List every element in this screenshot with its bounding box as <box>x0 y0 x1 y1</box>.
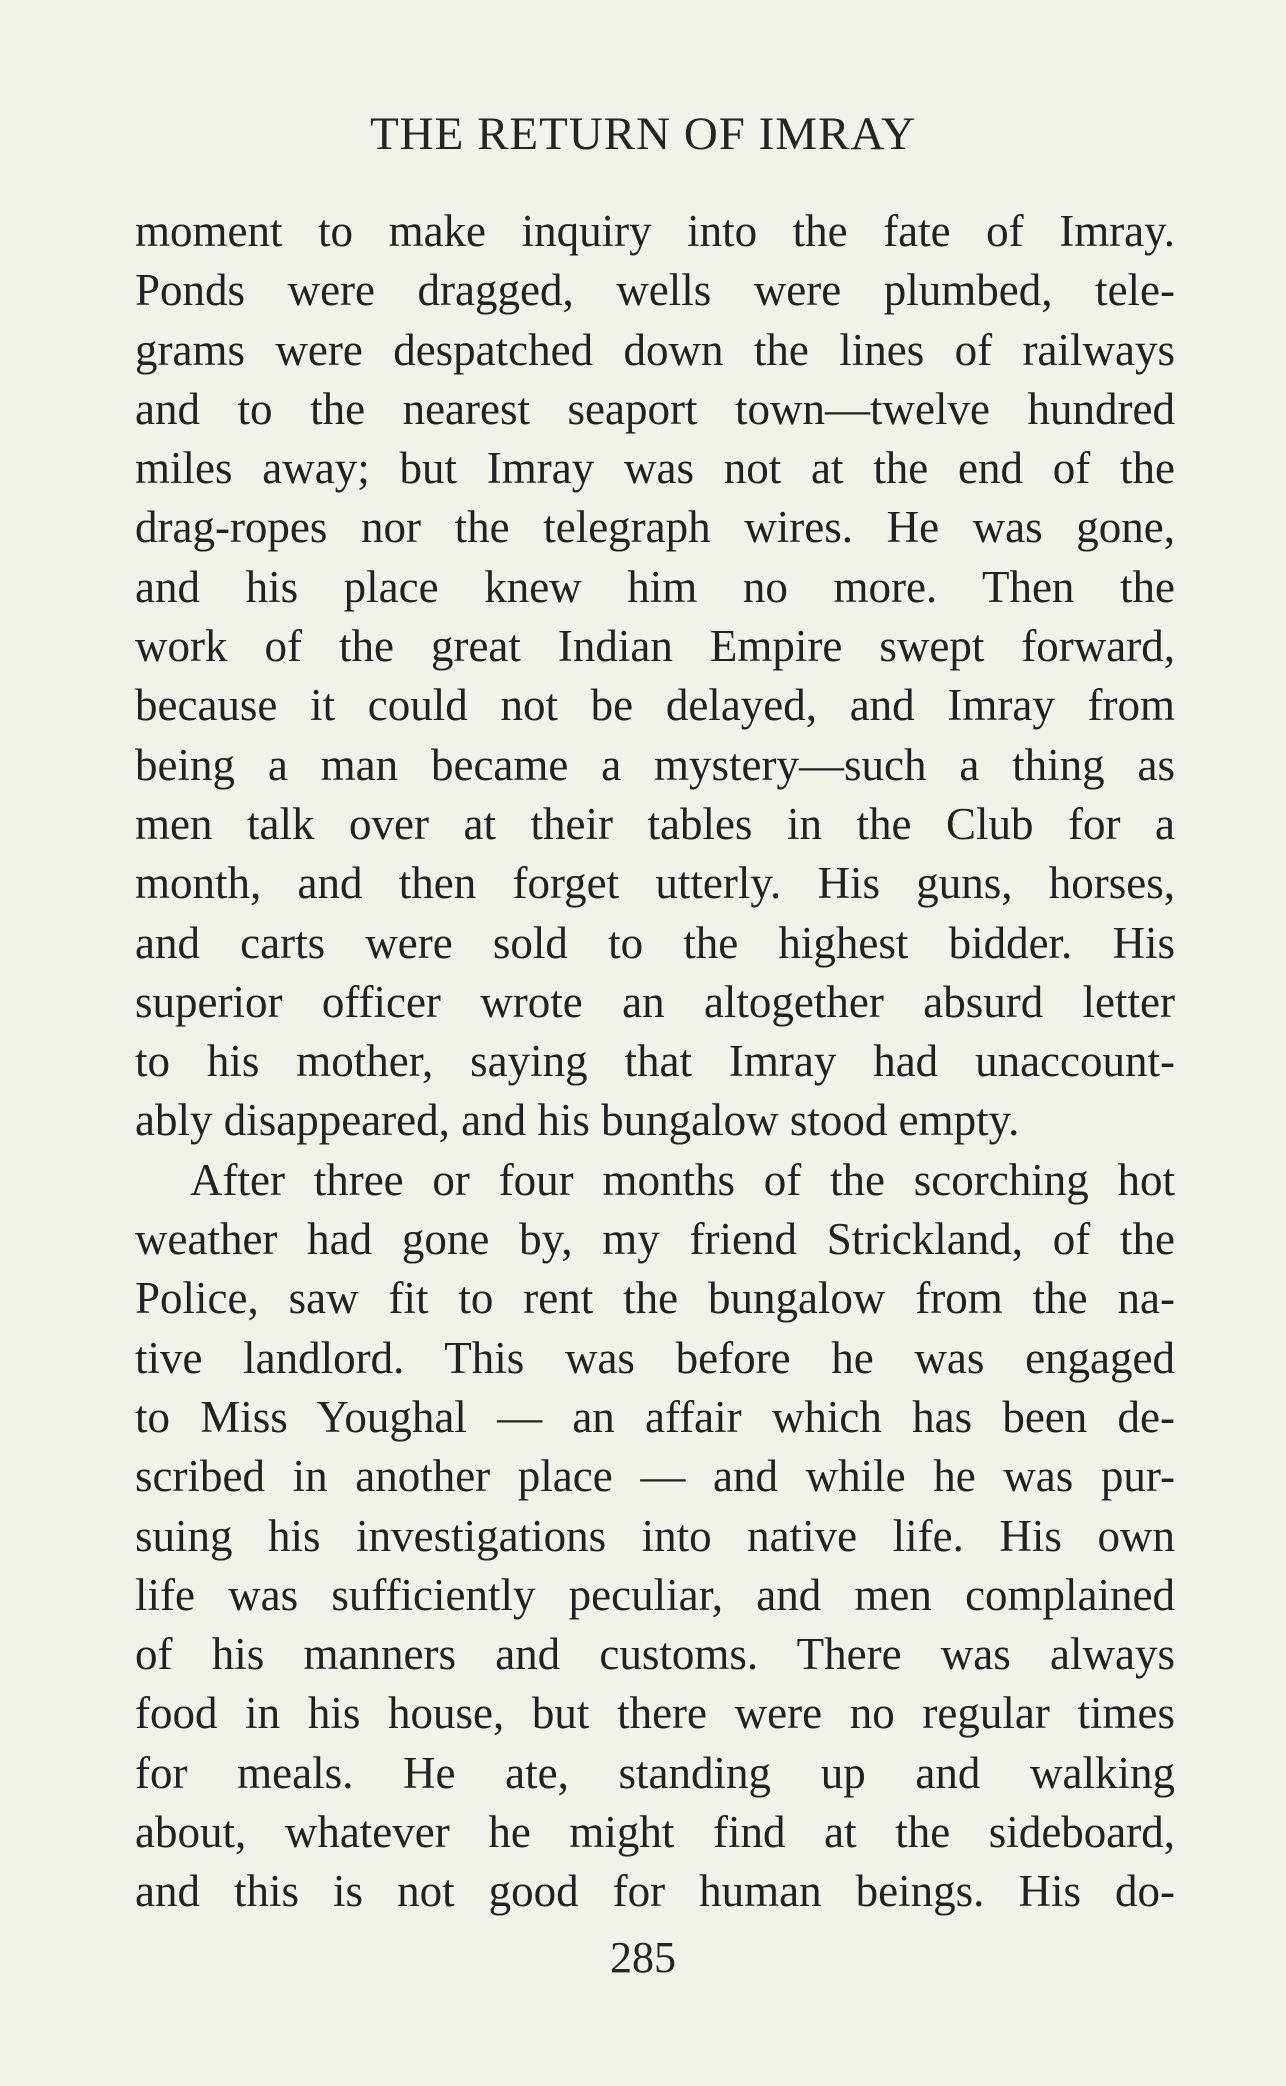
text-line: and to the nearest seaport town—twelve hundred <box>135 383 1175 434</box>
text-line: and this is not good for human beings. His do- <box>135 1866 1175 1917</box>
text-line: life was sufficiently peculiar, and men complained <box>135 1569 1175 1620</box>
text-line: for meals. He ate, standing up and walking <box>135 1747 1175 1798</box>
text-line: miles away; but Imray was not at the end of the <box>135 443 1175 494</box>
text-line: Police, saw fit to rent the bungalow from the na- <box>135 1273 1175 1324</box>
text-line: work of the great Indian Empire swept forward, <box>135 621 1175 672</box>
text-line: month, and then forget utterly. His guns, horses, <box>135 858 1175 909</box>
running-head: THE RETURN OF IMRAY <box>369 108 917 160</box>
text-line: men talk over at their tables in the Club for a <box>135 798 1175 849</box>
text-line: and his place knew him no more. Then the <box>135 561 1175 612</box>
text-line: and carts were sold to the highest bidder. His <box>135 917 1175 968</box>
body-text <box>135 202 1175 1922</box>
text-line: to Miss Youghal — an affair which has been de- <box>135 1391 1175 1442</box>
text-line: to his mother, saying that Imray had unaccount- <box>135 1036 1175 1087</box>
text-line-paragraph-start: After three or four months of the scorching hot <box>190 1154 1175 1205</box>
text-line: suing his investigations into native life. His own <box>135 1510 1175 1561</box>
page-number: 285 <box>610 1933 676 1982</box>
text-line: drag-ropes nor the telegraph wires. He was gone, <box>135 502 1175 553</box>
text-line: scribed in another place — and while he was pur- <box>135 1451 1175 1502</box>
text-line: being a man became a mystery—such a thing as <box>135 739 1175 790</box>
text-line: of his manners and customs. There was always <box>135 1629 1175 1680</box>
text-line: moment to make inquiry into the fate of Imray. <box>135 206 1175 256</box>
text-line: weather had gone by, my friend Strickland, of the <box>135 1214 1175 1265</box>
text-line: Ponds were dragged, wells were plumbed, tele- <box>135 265 1175 316</box>
text-line: superior officer wrote an altogether absurd letter <box>135 976 1175 1027</box>
text-line: grams were despatched down the lines of railways <box>135 324 1175 375</box>
text-line: because it could not be delayed, and Imray from <box>135 680 1175 731</box>
text-line: ably disappeared, and his bungalow stood empty. <box>135 1095 1020 1146</box>
text-line: tive landlord. This was before he was engaged <box>135 1332 1175 1383</box>
text-line: about, whatever he might find at the sideboard, <box>135 1807 1175 1858</box>
text-line: food in his house, but there were no regular times <box>135 1688 1175 1739</box>
